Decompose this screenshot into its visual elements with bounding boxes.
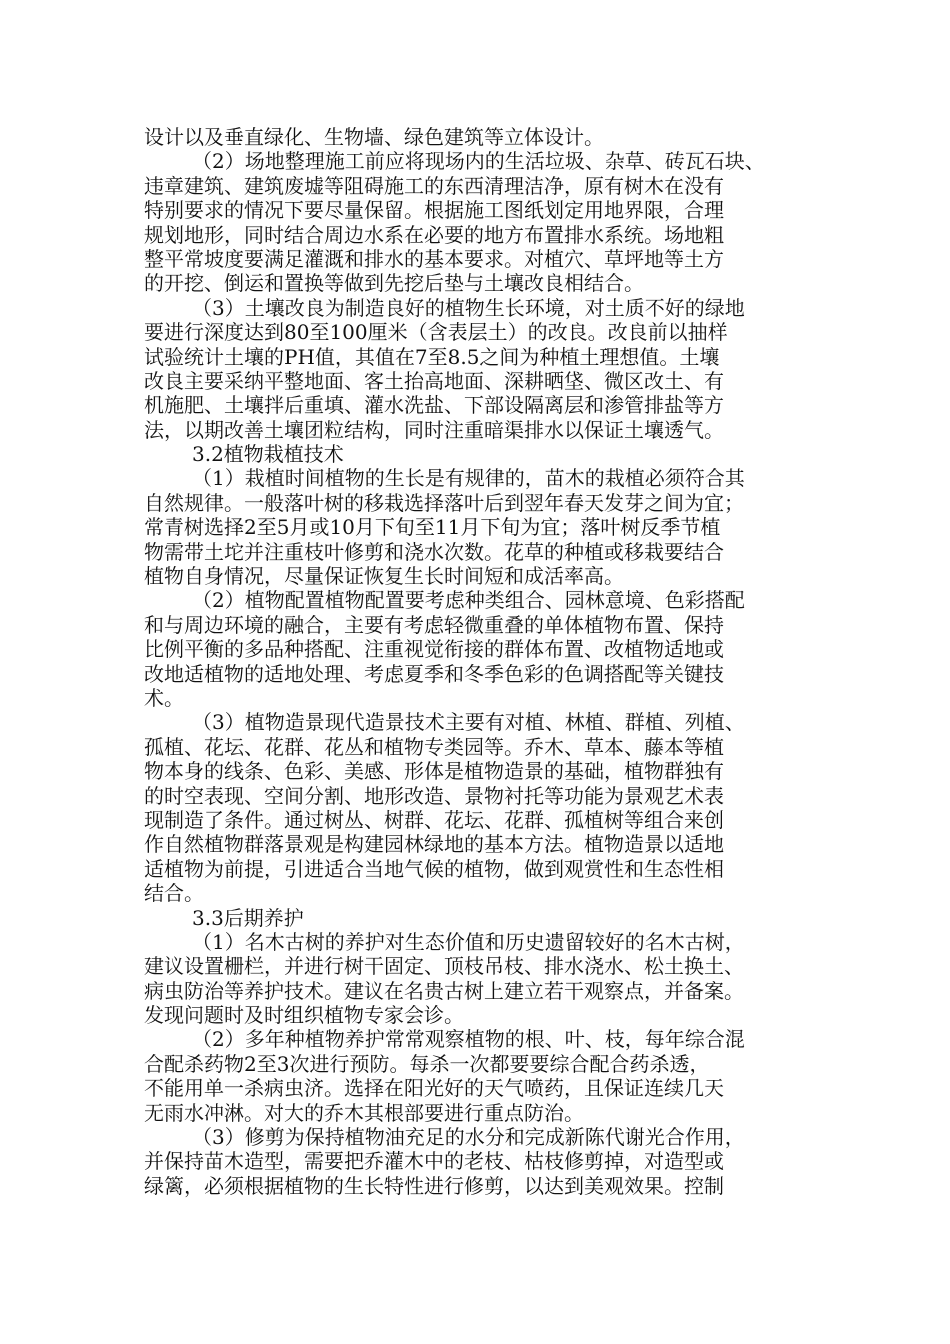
text-line: （3）土壤改良为制造良好的植物生长环境，对土质不好的绿地 [192, 295, 745, 320]
text-line: 试验统计土壤的PH值，其值在7至8.5之间为种植土理想值。土壤 [144, 344, 720, 369]
text-line: 建议设置栅栏，并进行树干固定、顶枝吊枝、排水浇水、松土换土、 [144, 954, 744, 979]
text-line: 自然规律。一般落叶树的移栽选择落叶后到翌年春天发芽之间为宜； [144, 490, 744, 515]
text-line: 比例平衡的多品种搭配、注重视觉衔接的群体布置、改植物适地或 [144, 637, 724, 662]
text-line: 绿篱，必须根据植物的生长特性进行修剪，以达到美观效果。控制 [144, 1173, 724, 1198]
text-line: 法，以期改善土壤团粒结构，同时注重暗渠排水以保证土壤透气。 [144, 417, 724, 442]
text-line: 植物自身情况，尽量保证恢复生长时间短和成活率高。 [144, 564, 624, 589]
text-line: 物本身的线条、色彩、美感、形体是植物造景的基础，植物群独有 [144, 759, 724, 784]
text-line: 机施肥、土壤拌后重填、灌水洗盐、下部设隔离层和渗管排盐等方 [144, 393, 724, 418]
text-line: 违章建筑、建筑废墟等阻碍施工的东西清理洁净，原有树木在没有 [144, 173, 724, 198]
text-line: 无雨水冲淋。对大的乔木其根部要进行重点防治。 [144, 1100, 584, 1125]
text-line: 整平常坡度要满足灌溉和排水的基本要求。对植穴、草坪地等土方 [144, 246, 724, 271]
text-line: （1）栽植时间植物的生长是有规律的，苗木的栽植必须符合其 [192, 466, 745, 491]
text-line: （3）植物造景现代造景技术主要有对植、林植、群植、列植、 [192, 710, 745, 735]
text-line: 病虫防治等养护技术。建议在名贵古树上建立若干观察点，并备案。 [144, 978, 744, 1003]
text-line: 规划地形，同时结合周边水系在必要的地方布置排水系统。场地粗 [144, 222, 724, 247]
text-line: 合配杀药物2至3次进行预防。每杀一次都要要综合配合药杀透， [144, 1051, 710, 1076]
text-line: 发现问题时及时组织植物专家会诊。 [144, 1003, 464, 1028]
text-line: 设计以及垂直绿化、生物墙、绿色建筑等立体设计。 [144, 125, 604, 149]
text-line: 术。 [144, 685, 184, 710]
text-line: 改良主要采纳平整地面、客土抬高地面、深耕晒垡、微区改土、有 [144, 368, 724, 393]
text-line: 并保持苗木造型，需要把乔灌木中的老枝、枯枝修剪掉，对造型或 [144, 1149, 724, 1174]
text-line: 特别要求的情况下要尽量保留。根据施工图纸划定用地界限，合理 [144, 198, 724, 223]
text-line: （3）修剪为保持植物油充足的水分和完成新陈代谢光合作用， [192, 1125, 745, 1150]
text-line: 改地适植物的适地处理、考虑夏季和冬季色彩的色调搭配等关键技 [144, 661, 724, 686]
text-line: 要进行深度达到80至100厘米（含表层土）的改良。改良前以抽样 [144, 320, 728, 345]
text-line: 现制造了条件。通过树丛、树群、花坛、花群、孤植树等组合来创 [144, 807, 724, 832]
text-line: 3.3后期养护 [192, 905, 304, 930]
text-line: 孤植、花坛、花群、花丛和植物专类园等。乔木、草本、藤本等植 [144, 734, 724, 759]
text-line: 结合。 [144, 881, 204, 906]
text-line: 物需带土坨并注重枝叶修剪和浇水次数。花草的种植或移栽要结合 [144, 539, 724, 564]
text-line: （1）名木古树的养护对生态价值和历史遗留较好的名木古树， [192, 929, 745, 954]
text-line: 3.2植物栽植技术 [192, 442, 344, 467]
text-line: 常青树选择2至5月或10月下旬至11月下旬为宜；落叶树反季节植 [144, 515, 721, 540]
text-line: （2）多年种植物养护常常观察植物的根、叶、枝，每年综合混 [192, 1027, 745, 1052]
text-line: 的时空表现、空间分割、地形改造、景物衬托等功能为景观艺术表 [144, 783, 724, 808]
text-line: 的开挖、倒运和置换等做到先挖后垫与土壤改良相结合。 [144, 271, 644, 296]
text-line: 作自然植物群落景观是构建园林绿地的基本方法。植物造景以适地 [144, 832, 724, 857]
text-line: 和与周边环境的融合，主要有考虑轻微重叠的单体植物布置、保持 [144, 612, 724, 637]
text-line: （2）植物配置植物配置要考虑种类组合、园林意境、色彩搭配 [192, 588, 745, 613]
text-line: 不能用单一杀病虫济。选择在阳光好的天气喷药，且保证连续几天 [144, 1076, 724, 1101]
document-body [144, 125, 816, 1198]
text-line: （2）场地整理施工前应将现场内的生活垃圾、杂草、砖瓦石块、 [192, 149, 765, 174]
text-line: 适植物为前提，引进适合当地气候的植物，做到观赏性和生态性相 [144, 856, 724, 881]
